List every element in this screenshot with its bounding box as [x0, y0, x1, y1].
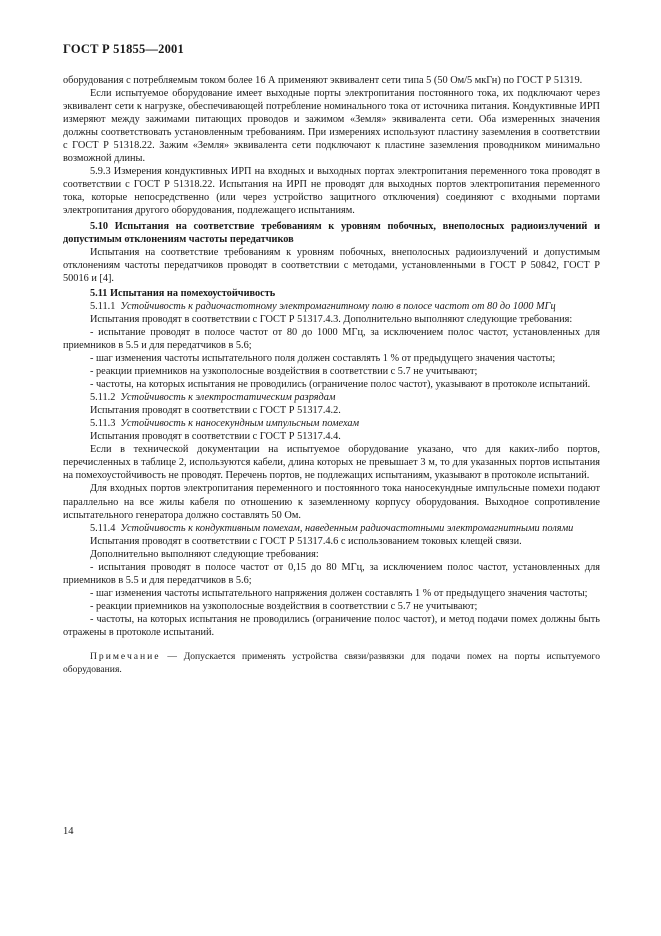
list-item: - испытание проводят в полосе частот от 80 до 1000 МГц, за исключением полос частот, установленных для приемников в 5.5 и для передатчиков в 5.6; [63, 326, 600, 351]
subsection-number: 5.11.1 [90, 300, 116, 312]
subsection-heading-5-11-3 [63, 417, 600, 430]
paragraph: Для входных портов электропитания переменного и постоянного тока наносекундные импульсные помехи подают параллельно на все жилы кабеля по отношению к заземленному корпусу оборудования. Выходное сопротивление испытательного генератора должно составлять 50 Ом. [63, 483, 600, 521]
list-item: - шаг изменения частоты испытательного напряжения должен составлять 1 % от предыдущего значения частоты; [90, 587, 588, 599]
paragraph: Если в технической документации на испытуемое оборудование указано, что для каких-либо портов, перечисленных в таблице 2, используются кабели, длина которых не превышает 3 м, то для указанных портов испытания на помехоустойчивость не проводят. Перечень портов, не подлежащих испытаниям, указывают в протоколе испытаний. [63, 444, 600, 482]
page-body [63, 74, 600, 676]
paragraph: Испытания проводят в соответствии с ГОСТ Р 51317.4.6 с использованием токовых клещей связи. [90, 535, 522, 547]
paragraph: Испытания проводят в соответствии с ГОСТ Р 51317.4.2. [90, 405, 341, 417]
paragraph: Испытания проводят в соответствии с ГОСТ Р 51317.4.4. [90, 431, 341, 443]
paragraph: Дополнительно выполняют следующие требования: [90, 548, 319, 560]
page-header-title: ГОСТ Р 51855—2001 [63, 42, 184, 56]
section-heading-5-10: 5.10 Испытания на соответствие требованиям к уровням побочных, внеполосных радиоизлучений и допустимым отклонениям частоты передатчиков [63, 220, 600, 245]
subsection-title: Устойчивость к радиочастотному электромагнитному полю в полосе частот от 80 до 1000 МГц [120, 300, 556, 312]
list-item: - испытания проводят в полосе частот от 0,15 до 80 МГц, за исключением полос частот, установленных для приемников в 5.5 и для передатчиков в 5.6; [63, 561, 600, 586]
paragraph: оборудования с потребляемым током более 16 А применяют эквивалент сети типа 5 (50 Ом/5 мкГн) по ГОСТ Р 51319. [63, 75, 583, 86]
note-text: — Допускается применять устройства связи/развязки для подачи помех на порты испытуемого оборудования. [63, 651, 600, 676]
section-heading-5-11: 5.11 Испытания на помехоустойчивость [90, 287, 276, 299]
paragraph: Испытания проводят в соответствии с ГОСТ Р 51317.4.3. Дополнительно выполняют следующие требования: [90, 313, 573, 325]
subsection-title: Устойчивость к электростатическим разрядам [120, 392, 336, 404]
paragraph: Если испытуемое оборудование имеет выходные порты электропитания постоянного тока, их подключают через эквивалент сети к нагрузке, обеспечивающей потребление номинального тока от источника питания. Кондуктивные ИРП измеряют между зажимами питающих проводов и зажимом «Земля» эквивалента сети. Оба измеренных значения должны соответствовать установленным требованиям. При измерениях используют пластину заземления в соответствии с ГОСТ Р 51318.22. Зажим «Земля» эквивалента сети подключают к пластине заземления проводником минимально возможной длины. [63, 88, 600, 165]
subsection-number: 5.11.2 [90, 392, 116, 404]
list-item: - частоты, на которых испытания не проводились (ограничение полос частот), указывают в протоколе испытаний. [90, 379, 591, 391]
page-number: 14 [63, 826, 74, 837]
list-item: - реакции приемников на узкополосные воздействия в соответствии с 5.7 не учитывают; [90, 600, 478, 612]
paragraph: 5.9.3 Измерения кондуктивных ИРП на входных и выходных портах электропитания переменного тока проводят в соответствии с ГОСТ Р 51318.22. Испытания на ИРП не проводят для выходных портов электропитания переменного тока, которые непосредственно (или через устройство защитного отключения) соединяют с входными портами электропитания другого оборудования, подлежащего испытаниям. [63, 166, 600, 217]
subsection-heading-5-11-4 [63, 522, 600, 535]
subsection-heading-5-11-1 [63, 300, 600, 313]
note [63, 650, 600, 676]
paragraph: Испытания на соответствие требованиям к уровням побочных, внеполосных радиоизлучений и допустимым отклонениям частоты передатчиков проводят в соответствии с методами, установленными в ГОСТ Р 50842, ГОСТ Р 50016 и [4]. [63, 246, 600, 284]
note-label: Примечание [90, 651, 161, 663]
subsection-number: 5.11.3 [90, 418, 116, 430]
list-item: - реакции приемников на узкополосные воздействия в соответствии с 5.7 не учитывают; [90, 366, 478, 378]
subsection-title: Устойчивость к кондуктивным помехам, наведенным радиочастотными электромагнитными полями [120, 522, 574, 534]
subsection-title: Устойчивость к наносекундным импульсным помехам [120, 418, 360, 430]
subsection-heading-5-11-2 [63, 391, 600, 404]
list-item: - частоты, на которых испытания не проводились (ограничение полос частот), и метод подачи помех должны быть отражены в протоколе испытаний. [63, 613, 600, 638]
subsection-number: 5.11.4 [90, 522, 116, 534]
list-item: - шаг изменения частоты испытательного поля должен составлять 1 % от предыдущего значения частоты; [90, 352, 556, 364]
